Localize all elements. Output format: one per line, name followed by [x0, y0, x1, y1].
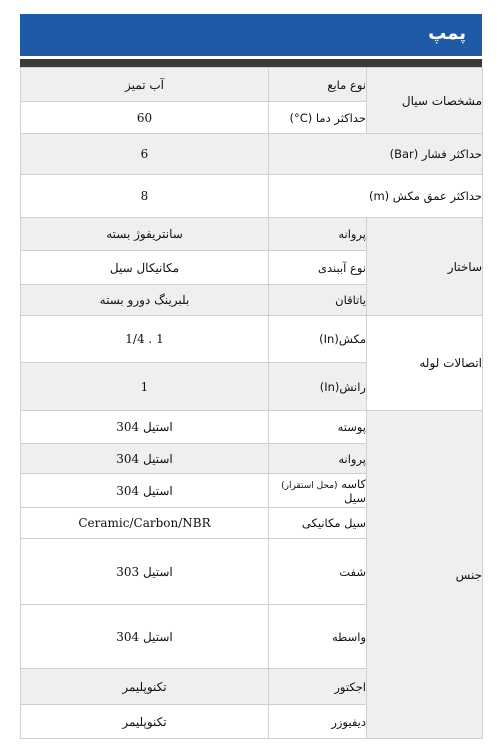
discharge-label: رانش(In) — [269, 363, 367, 411]
group-material: جنس — [367, 411, 483, 739]
impeller-value: سانتریفوژ بسته — [21, 218, 269, 251]
max-temp-value: 60 — [21, 102, 269, 134]
page-header — [20, 14, 482, 56]
suction-value: 1 . 1/4 — [21, 316, 269, 363]
diffuser-label: دیفیوزر — [269, 705, 367, 739]
seal-seat-label-tail: سیل — [344, 490, 366, 505]
mech-seal-label: سیل مکانیکی — [269, 508, 367, 539]
diffuser-value: تکنوپلیمر — [21, 705, 269, 739]
table-row — [21, 175, 483, 218]
bearing-value: بلبرینگ دورو بسته — [21, 285, 269, 316]
mech-seal-value: Ceramic/Carbon/NBR — [21, 508, 269, 539]
seal-seat-label — [269, 474, 367, 508]
page-title: پمپ — [428, 23, 466, 44]
adapter-value: استیل 304 — [21, 605, 269, 669]
table-row — [21, 68, 483, 102]
casing-value: استیل 304 — [21, 411, 269, 444]
fluid-type-value: آب تمیز — [21, 68, 269, 102]
shaft-label: شفت — [269, 539, 367, 605]
bearing-label: یاتاقان — [269, 285, 367, 316]
group-structure: ساختار — [367, 218, 483, 316]
table-row — [21, 218, 483, 251]
seal-seat-label-note: (محل استقرار) — [281, 480, 338, 491]
max-suction-label: حداکثر عمق مکش (m) — [269, 175, 483, 218]
seal-type-value: مکانیکال سیل — [21, 251, 269, 285]
shaft-value: استیل 303 — [21, 539, 269, 605]
header-divider — [20, 59, 482, 67]
seal-seat-value: استیل 304 — [21, 474, 269, 508]
suction-label: مکش(In) — [269, 316, 367, 363]
casing-label: پوسته — [269, 411, 367, 444]
max-pressure-value: 6 — [21, 134, 269, 175]
impeller-label: پروانه — [269, 218, 367, 251]
material-impeller-label: پروانه — [269, 444, 367, 474]
max-temp-label: حداکثر دما (C°) — [269, 102, 367, 134]
adapter-label: واسطه — [269, 605, 367, 669]
group-pipes: اتصالات لوله — [367, 316, 483, 411]
ejector-label: اجکتور — [269, 669, 367, 705]
max-suction-value: 8 — [21, 175, 269, 218]
discharge-value: 1 — [21, 363, 269, 411]
table-row — [21, 316, 483, 363]
ejector-value: تکنوپلیمر — [21, 669, 269, 705]
seal-seat-label-main: کاسه — [341, 476, 366, 491]
max-pressure-label: حداکثر فشار (Bar) — [269, 134, 483, 175]
group-fluid: مشخصات سیال — [367, 68, 483, 134]
seal-type-label: نوع آببندی — [269, 251, 367, 285]
material-impeller-value: استیل 304 — [21, 444, 269, 474]
fluid-type-label: نوع مایع — [269, 68, 367, 102]
spec-table — [20, 67, 483, 739]
table-row — [21, 134, 483, 175]
table-row — [21, 411, 483, 444]
